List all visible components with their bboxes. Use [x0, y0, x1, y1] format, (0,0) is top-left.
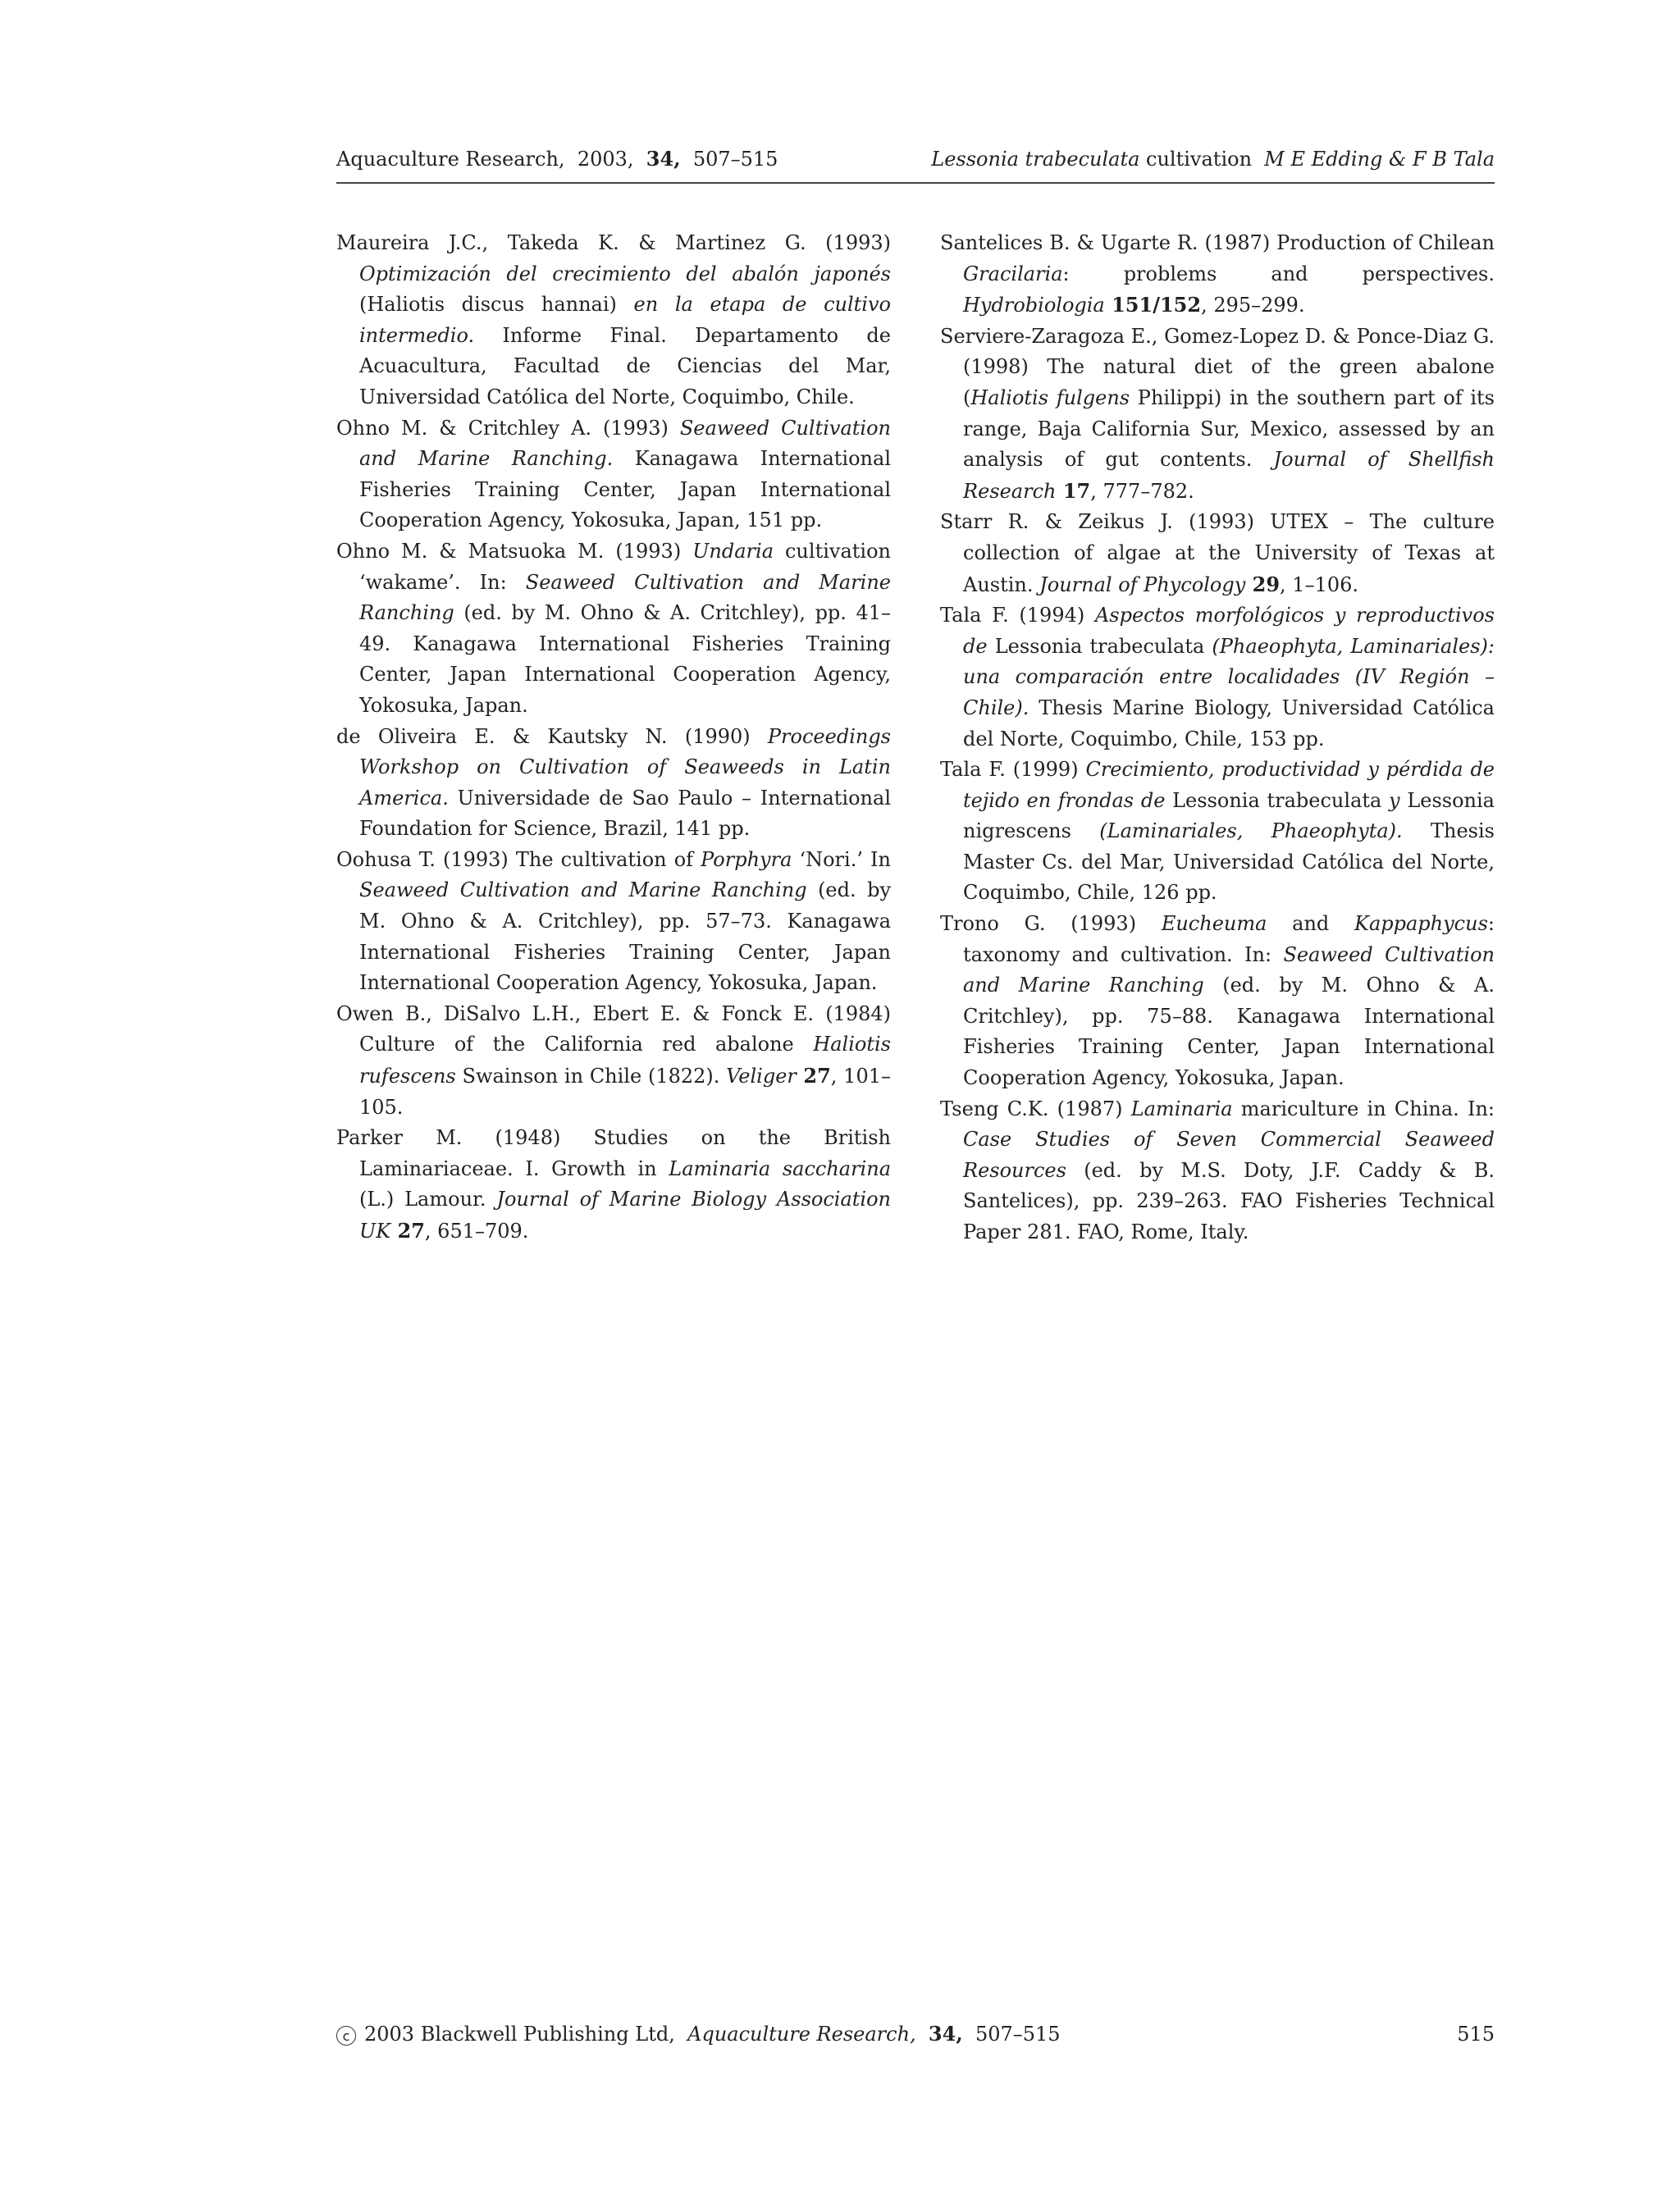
footer-copyright — [336, 2021, 1061, 2047]
reference-tala-1994: Tala F. (1994) Aspectos morfológicos y reproductivos de Lessonia trabeculata (Phaeophyta, Laminariales): una comparación entre localidades (IV Región – Chile). Thesis Marine Biology, Universidad Católica del Norte, Coquimbo, Chile, 153 pp. — [940, 604, 1495, 750]
reference-tala-1999: Tala F. (1999) Crecimiento, productividad y pérdida de tejido en frondas de Lessonia trabeculata y Lessonia nigrescens (Laminariales, Phaeophyta). Thesis Master Cs. del Mar, Universidad Católica del Norte, Coquimbo, Chile, 126 pp. — [940, 758, 1495, 905]
footer-volume: 34, — [928, 2022, 963, 2046]
reference-ohno-critchley: Ohno M. & Critchley A. (1993) Seaweed Cultivation and Marine Ranching. Kanagawa International Fisheries Training Center, Japan International Cooperation Agency, Yokosuka, Japan, 151 pp. — [336, 416, 891, 532]
header-journal: Aquaculture Research, — [336, 148, 565, 171]
header-title-rest: cultivation — [1139, 148, 1253, 171]
page-number: 515 — [1457, 2023, 1495, 2046]
reference-de-oliveira: de Oliveira E. & Kautsky N. (1990) Proceedings Workshop on Cultivation of Seaweeds in Latin America. Universidade de Sao Paulo – International Foundation for Science, Brazil, 141 pp. — [336, 724, 891, 841]
reference-trono: Trono G. (1993) Eucheuma and Kappaphycus: taxonomy and cultivation. In: Seaweed Cultivation and Marine Ranching (ed. by M. Ohno & A. Critchley), pp. 75–88. Kanagawa International Fisheries Training Center, Japan International Cooperation Agency, Yokosuka, Japan. — [940, 912, 1495, 1090]
page-footer — [336, 2021, 1495, 2054]
header-year: 2003, — [577, 148, 634, 171]
footer-publisher: 2003 Blackwell Publishing Ltd, — [364, 2023, 675, 2046]
header-authors: M E Edding & F B Tala — [1264, 148, 1495, 171]
copyright-icon: c — [336, 2026, 356, 2046]
reference-serviere-zaragoza: Serviere-Zaragoza E., Gomez-Lopez D. & Ponce-Diaz G. (1998) The natural diet of the green abalone (Haliotis fulgens Philippi) in the southern part of its range, Baja California Sur, Mexico, assessed by an analysis of gut contents. Journal of Shellfish Research 17, 777–782. — [940, 324, 1495, 503]
reference-ohno-matsuoka: Ohno M. & Matsuoka M. (1993) Undaria cultivation ‘wakame’. In: Seaweed Cultivation and Marine Ranching (ed. by M. Ohno & A. Critchley), pp. 41–49. Kanagawa International Fisheries Training Center, Japan International Cooperation Agency, Yokosuka, Japan. — [336, 539, 891, 717]
references-left-column — [336, 228, 891, 1248]
reference-maureira: Maureira J.C., Takeda K. & Martinez G. (1993) Optimización del crecimiento del abalón japonés (Haliotis discus hannai) en la etapa de cultivo intermedio. Informe Final. Departamento de Acuacultura, Facultad de Ciencias del Mar, Universidad Católica del Norte, Coquimbo, Chile. — [336, 231, 891, 408]
reference-parker: Parker M. (1948) Studies on the British Laminariaceae. I. Growth in Laminaria saccharina (L.) Lamour. Journal of Marine Biology Association UK 27, 651–709. — [336, 1126, 892, 1243]
reference-owen: Owen B., DiSalvo L.H., Ebert E. & Fonck E. (1984) Culture of the California red abalone Haliotis rufescens Swainson in Chile (1822). Veliger 27, 101–105. — [336, 1001, 891, 1119]
reference-santelices: Santelices B. & Ugarte R. (1987) Production of Chilean Gracilaria: problems and perspectives. Hydrobiologia 151/152, 295–299. — [940, 231, 1495, 317]
header-title-italic: Lessonia trabeculata — [931, 148, 1140, 171]
footer-pages: 507–515 — [975, 2023, 1061, 2046]
running-header — [336, 146, 1495, 184]
header-volume: 34, — [646, 147, 681, 171]
footer-journal: Aquaculture Research, — [687, 2023, 916, 2046]
references-right-column — [940, 228, 1495, 1248]
reference-tseng: Tseng C.K. (1987) Laminaria mariculture in China. In: Case Studies of Seven Commercial Seaweed Resources (ed. by M.S. Doty, J.F. Caddy & B. Santelices), pp. 239–263. FAO Fisheries Technical Paper 281. FAO, Rome, Italy. — [940, 1097, 1495, 1243]
header-citation — [336, 146, 778, 172]
reference-starr: Starr R. & Zeikus J. (1993) UTEX – The culture collection of algae at the University of Texas at Austin. Journal of Phycology 29, 1–106. — [940, 510, 1495, 596]
header-running-title — [931, 146, 1495, 172]
header-pages: 507–515 — [692, 148, 778, 171]
reference-oohusa: Oohusa T. (1993) The cultivation of Porphyra ‘Nori.’ In Seaweed Cultivation and Marine Ranching (ed. by M. Ohno & A. Critchley), pp. 57–73. Kanagawa International Fisheries Training Center, Japan International Cooperation Agency, Yokosuka, Japan. — [336, 847, 891, 995]
